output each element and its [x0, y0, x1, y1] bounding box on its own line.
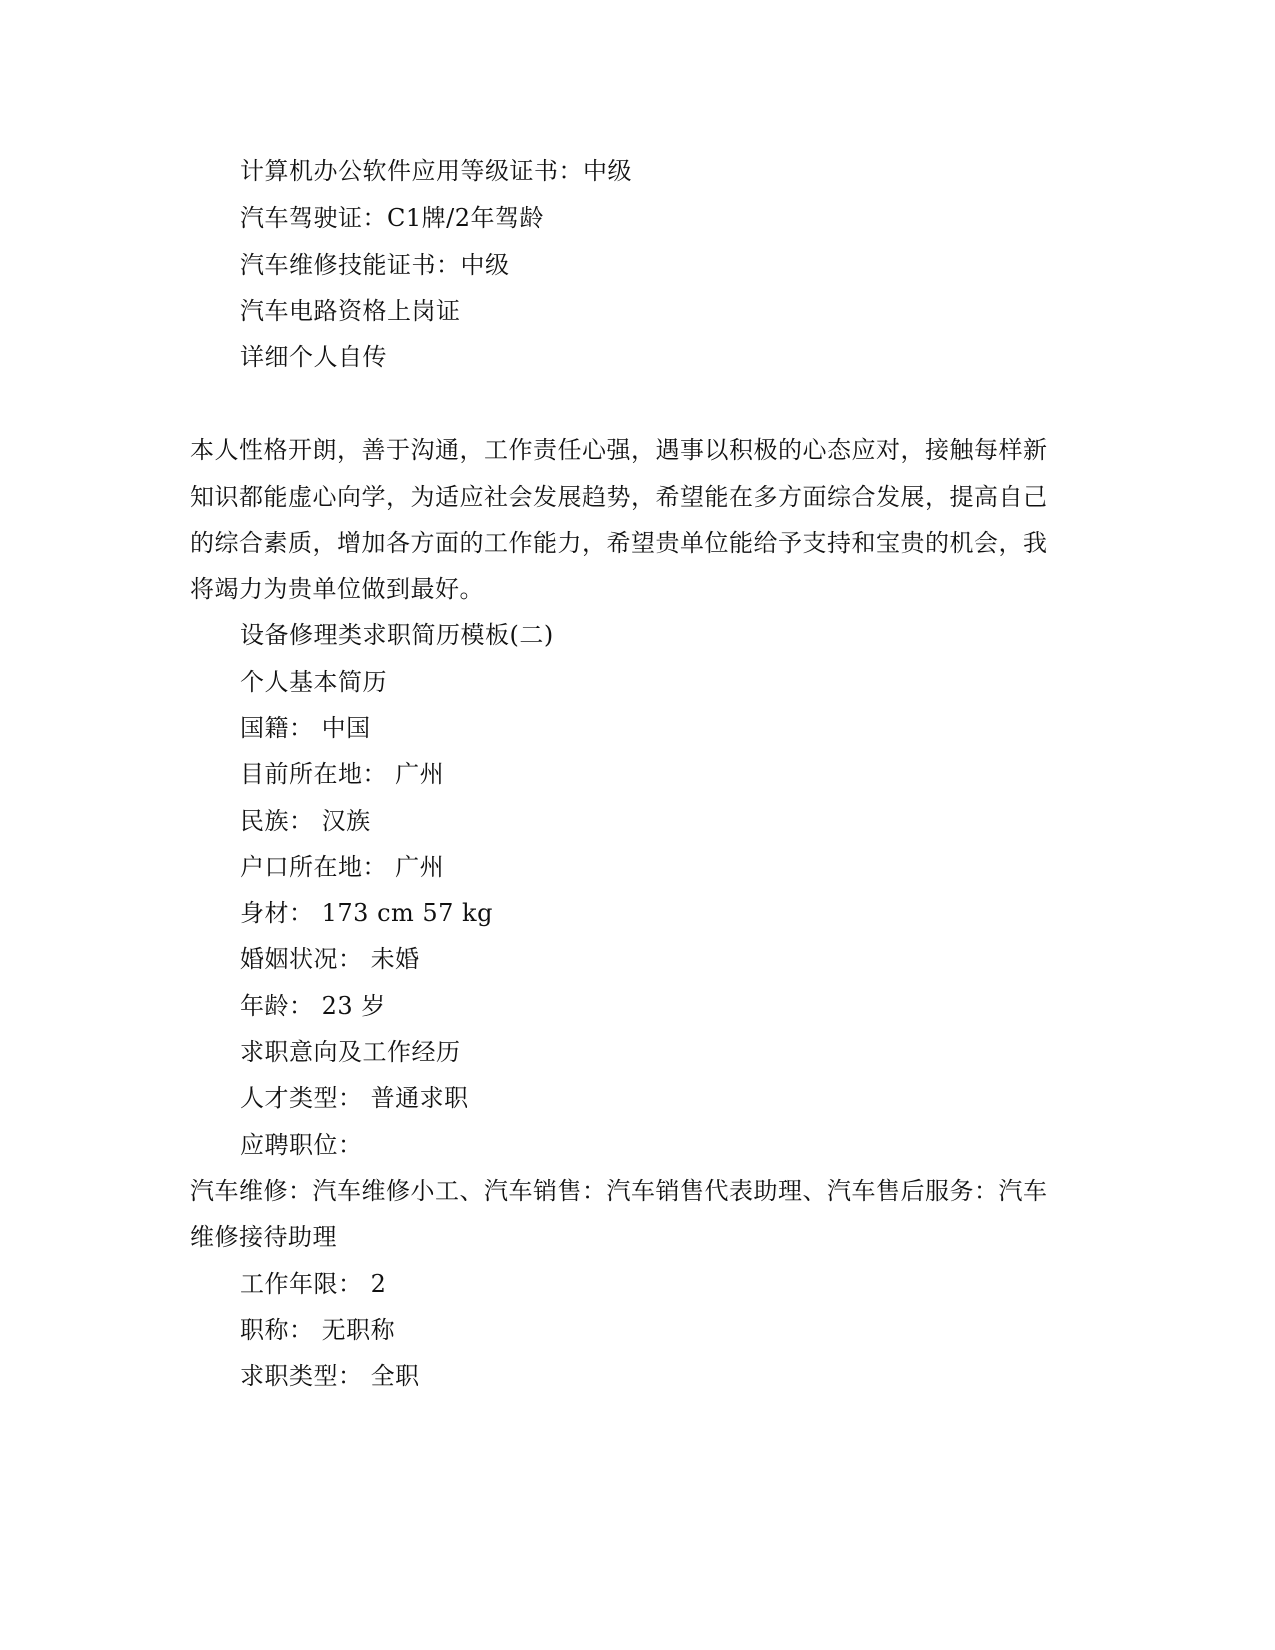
- bio-paragraph-line: 的综合素质，增加各方面的工作能力，希望贵单位能给予支持和宝贵的机会，我: [190, 529, 1048, 557]
- age: 年龄： 23 岁: [240, 992, 386, 1020]
- bio-heading: 详细个人自传: [240, 343, 387, 371]
- physique: 身材： 173 cm 57 kg: [240, 899, 493, 927]
- bio-paragraph-line: 本人性格开朗，善于沟通，工作责任心强，遇事以积极的心态应对，接触每样新: [190, 436, 1048, 464]
- cert-office: 计算机办公软件应用等级证书：中级: [240, 157, 632, 185]
- ethnicity: 民族： 汉族: [240, 807, 371, 835]
- bio-paragraph-line: 将竭力为贵单位做到最好。: [190, 575, 484, 603]
- cert-repair: 汽车维修技能证书：中级: [240, 251, 510, 279]
- position-line: 汽车维修：汽车维修小工、汽车销售：汽车销售代表助理、汽车售后服务：汽车: [190, 1177, 1048, 1205]
- current-location: 目前所在地： 广州: [240, 760, 445, 788]
- work-years: 工作年限： 2: [240, 1270, 387, 1298]
- position-line: 维修接待助理: [190, 1223, 337, 1251]
- cert-driving: 汽车驾驶证：C1牌/2年驾龄: [240, 204, 544, 232]
- job-type: 求职类型： 全职: [240, 1362, 420, 1390]
- intent-heading: 求职意向及工作经历: [240, 1038, 461, 1066]
- nationality: 国籍： 中国: [240, 714, 371, 742]
- title-rank: 职称： 无职称: [240, 1316, 396, 1344]
- position-label: 应聘职位：: [240, 1131, 363, 1159]
- basic-heading: 个人基本简历: [240, 668, 387, 696]
- marital-status: 婚姻状况： 未婚: [240, 945, 420, 973]
- hukou: 户口所在地： 广州: [240, 853, 445, 881]
- talent-type: 人才类型： 普通求职: [240, 1084, 469, 1112]
- cert-circuit: 汽车电路资格上岗证: [240, 297, 461, 325]
- bio-paragraph-line: 知识都能虚心向学，为适应社会发展趋势，希望能在多方面综合发展，提高自己: [190, 483, 1048, 511]
- template-title: 设备修理类求职简历模板(二): [240, 621, 554, 649]
